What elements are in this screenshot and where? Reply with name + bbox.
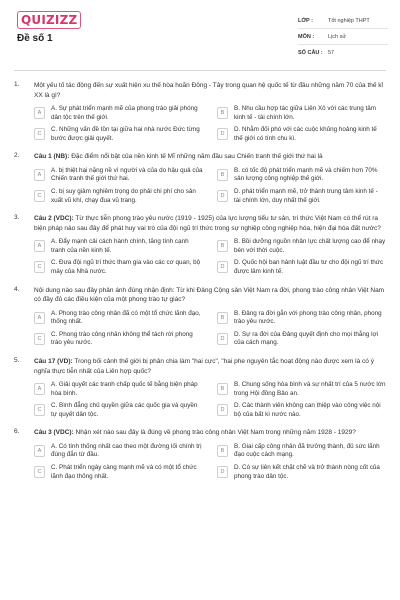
worksheet-header (0, 0, 400, 72)
option-text: B. Giai cấp công nhân đã trưởng thành, đủ sức lãnh đạo cuộc cách mạng. (234, 442, 380, 459)
option-letter-box[interactable]: A (34, 240, 45, 252)
question-item (0, 357, 400, 419)
option-letter-box[interactable]: A (34, 445, 45, 457)
answer-option-b[interactable] (217, 310, 386, 327)
option-text: A. Đẩy mạnh cải cách hành chính, tăng tính cạnh tranh của nền kinh tế. (51, 238, 189, 254)
option-letter-box[interactable]: C (34, 466, 45, 478)
option-text: C. Phong trào công nhân không thể tách rời phong trào yêu nước. (51, 330, 193, 347)
question-text (34, 81, 386, 100)
option-text: C. Đưa đội ngũ trí thức tham gia vào các cơ quan, bộ máy của Nhà nước. (51, 259, 201, 276)
option-text: B. Bồi dưỡng nguồn nhân lực chất lượng cao để nhạy bén với thời cuộc. (234, 238, 386, 254)
answer-option-c[interactable] (34, 402, 203, 419)
answer-option-a[interactable] (34, 105, 203, 122)
question-item (0, 428, 400, 481)
meta-key: MÔN : (298, 33, 315, 40)
option-letter-box[interactable]: D (217, 190, 228, 202)
option-letter-box[interactable]: B (217, 445, 228, 457)
option-text: D. Các thành viên không can thiệp vào công việc nội bộ của bất kì nước nào. (234, 402, 381, 418)
answer-option-d[interactable] (217, 331, 386, 348)
answer-option-b[interactable] (217, 381, 386, 398)
answer-option-d[interactable] (217, 464, 386, 481)
option-text: C. Bình đẳng chủ quyền giữa các quốc gia và quyền tự quyết dân tộc. (51, 402, 198, 418)
option-text: B. Đảng ra đời gắn với phong trào công nhân, phong trào yêu nước. (234, 309, 382, 326)
answer-option-d[interactable] (217, 188, 386, 205)
option-text: D. Nhằm đối phó với các cuộc khủng hoảng kinh tế thế giới có tính chu kì. (234, 126, 377, 142)
answer-option-a[interactable] (34, 310, 203, 327)
meta-value: 57 (328, 50, 335, 56)
meta-key: LỚP : (298, 17, 313, 24)
answer-option-b[interactable] (217, 443, 386, 460)
question-text (34, 214, 386, 233)
option-letter-box[interactable]: A (34, 383, 45, 395)
question-number: 3. (14, 214, 20, 222)
answer-options (34, 167, 386, 205)
option-letter-box[interactable]: C (34, 128, 45, 140)
answer-options (34, 105, 386, 143)
option-letter-box[interactable]: D (217, 466, 228, 478)
option-letter-box[interactable]: D (217, 404, 228, 416)
option-text: D. Quốc hội ban hành luật đầu tư cho đội ngũ trí thức được lâm kinh tế. (234, 259, 384, 276)
answer-option-a[interactable] (34, 238, 203, 255)
meta-row-question-count (298, 45, 388, 61)
question-text (34, 428, 386, 438)
option-letter-box[interactable]: B (217, 240, 228, 252)
answer-option-a[interactable] (34, 443, 203, 460)
meta-key: SỐ CÂU : (298, 50, 323, 56)
answer-option-d[interactable] (217, 402, 386, 419)
option-text: B. có tốc độ phát triển mạnh mẽ và chiếm hơn 70% sản lượng công nghiệp thế giới. (234, 166, 378, 183)
option-text: D. Có sự liên kết chặt chẽ và trở thành nòng cốt của phong trào dân tộc. (234, 464, 380, 480)
answer-option-a[interactable] (34, 167, 203, 184)
option-letter-box[interactable]: B (217, 383, 228, 395)
question-body: Một yếu tố tác động đến sự xuất hiện xu thế hòa hoãn Đông - Tây trong quan hệ quốc tế từ đầu những năm 70 của thế kỉ XX là gì? (34, 82, 384, 99)
option-text: A. Phong trào công nhân đã có một tổ chức lãnh đạo, thống nhất. (51, 309, 201, 326)
question-prefix: Câu 1 (NB): (34, 153, 70, 161)
option-letter-box[interactable]: A (34, 312, 45, 324)
option-text: D. phát triển mạnh mẽ, trở thành trung tâm kinh tế - tài chính lớn, duy nhất thế giới. (234, 188, 378, 204)
question-prefix: Câu 17 (VD): (34, 358, 73, 365)
option-text: C. Những vấn đề tồn tại giữa hai nhà nước Đức từng bước được giải quyết. (51, 126, 200, 142)
question-list (0, 76, 400, 481)
question-body: Nội dung nào sau đây phản ánh đúng nhận định: Từ khi Đảng Cộng sản Việt Nam ra đời, phong trào công nhân Việt Nam có đầy đủ các điều kiện của một phong trào tự giác? (34, 286, 385, 304)
answer-option-c[interactable] (34, 188, 203, 205)
option-text: C. bị suy giảm nghiêm trọng do phải chi phí cho sản xuất vũ khí, chạy đua vũ trang. (51, 188, 196, 204)
option-letter-box[interactable]: C (34, 190, 45, 202)
question-prefix: Câu 2 (VDC): (34, 215, 74, 223)
question-number: 6. (14, 428, 20, 436)
question-item (0, 286, 400, 348)
option-letter-box[interactable]: C (34, 404, 45, 416)
meta-value: Tốt nghiệp THPT (328, 17, 370, 24)
meta-row-class (298, 13, 388, 29)
option-letter-box[interactable]: D (217, 333, 228, 345)
question-body: Trong bối cảnh thế giới bị phân chia làm "hai cực", "hai phe nguyên tắc hoạt động nào được xem là có ý nghĩa thực tiễn nhất của Liên hợp quốc? (34, 358, 374, 375)
question-text (34, 152, 386, 162)
question-prefix: Câu 3 (VDC): (34, 429, 74, 437)
option-letter-box[interactable]: D (217, 261, 228, 273)
option-letter-box[interactable]: C (34, 261, 45, 273)
option-text: B. Chung sống hòa bình và sự nhất trí của 5 nước lớn trong Hội đồng Bảo an. (234, 381, 386, 397)
option-text: A. Sự phát triển mạnh mẽ của phong trào giải phóng dân tộc trên thế giới. (51, 105, 198, 121)
question-body: Đặc điểm nổi bật của nền kinh tế Mĩ những năm đầu sau Chiến tranh thế giới thứ hai là (69, 153, 323, 161)
option-text: D. Sự ra đời của Đảng quyết định cho mọi thắng lợi của cách mạng. (234, 330, 379, 347)
answer-option-c[interactable] (34, 331, 203, 348)
answer-option-b[interactable] (217, 105, 386, 122)
answer-option-d[interactable] (217, 126, 386, 143)
answer-option-c[interactable] (34, 126, 203, 143)
question-text (34, 357, 386, 376)
question-item (0, 152, 400, 205)
option-letter-box[interactable]: B (217, 312, 228, 324)
header-divider (14, 70, 386, 71)
option-letter-box[interactable]: B (217, 107, 228, 119)
option-text: A. Có tính thống nhất cao theo một đường lối chính trị đúng đắn từ đầu. (51, 442, 202, 459)
answer-options (34, 443, 386, 481)
answer-option-c[interactable] (34, 259, 203, 276)
answer-options (34, 310, 386, 348)
option-text: B. Nhu cầu hợp tác giữa Liên Xô với các trung tâm kinh tế - tài chính lớn. (234, 105, 376, 121)
option-text: A. Giải quyết các tranh chấp quốc tế bằng biện pháp hòa bình. (51, 381, 198, 397)
meta-row-subject (298, 29, 388, 45)
option-text: C. Phát triển ngày càng mạnh mẽ và có một tổ chức lãnh đạo thống nhất. (51, 464, 197, 480)
question-body: Từ thực tiễn phong trào yêu nước (1919 - 1925) của lực lượng tiểu tư sản, trí thức Việt Nam có thể rút ra biện pháp nào sau đây để phát huy vai trò của đội ngũ trí thức trong sự nghiệp công nghiệp hóa, hiện đại hóa đất nước? (34, 215, 381, 232)
quizizz-logo (17, 10, 81, 30)
worksheet-meta (298, 13, 388, 61)
answer-option-c[interactable] (34, 464, 203, 481)
exam-title: Đề số 1 (17, 33, 53, 44)
question-number: 5. (14, 357, 20, 364)
question-item (0, 81, 400, 143)
meta-value: Lịch sử (328, 33, 347, 40)
answer-options (34, 238, 386, 276)
option-letter-box[interactable]: B (217, 169, 228, 181)
question-number: 4. (14, 285, 20, 293)
question-text (34, 286, 386, 305)
option-letter-box[interactable]: A (34, 107, 45, 119)
answer-option-b[interactable] (217, 167, 386, 184)
option-letter-box[interactable]: A (34, 169, 45, 181)
answer-option-d[interactable] (217, 259, 386, 276)
option-text: A. bị thiệt hại nặng nề vì người và của do hậu quả của Chiến tranh thế giới thứ hai. (51, 166, 203, 183)
option-letter-box[interactable]: D (217, 128, 228, 140)
question-body: Nhận xét nào sau đây là đúng về phong trào công nhân Việt Nam trong những năm 1928 - 1929? (73, 429, 356, 437)
question-number: 2. (14, 152, 20, 160)
question-item (0, 214, 400, 276)
question-number: 1. (14, 81, 20, 88)
option-letter-box[interactable]: C (34, 333, 45, 345)
answer-options (34, 381, 386, 419)
logo-wordmark: QUIZIZZ (17, 11, 81, 29)
answer-option-a[interactable] (34, 381, 203, 398)
answer-option-b[interactable] (217, 238, 386, 255)
